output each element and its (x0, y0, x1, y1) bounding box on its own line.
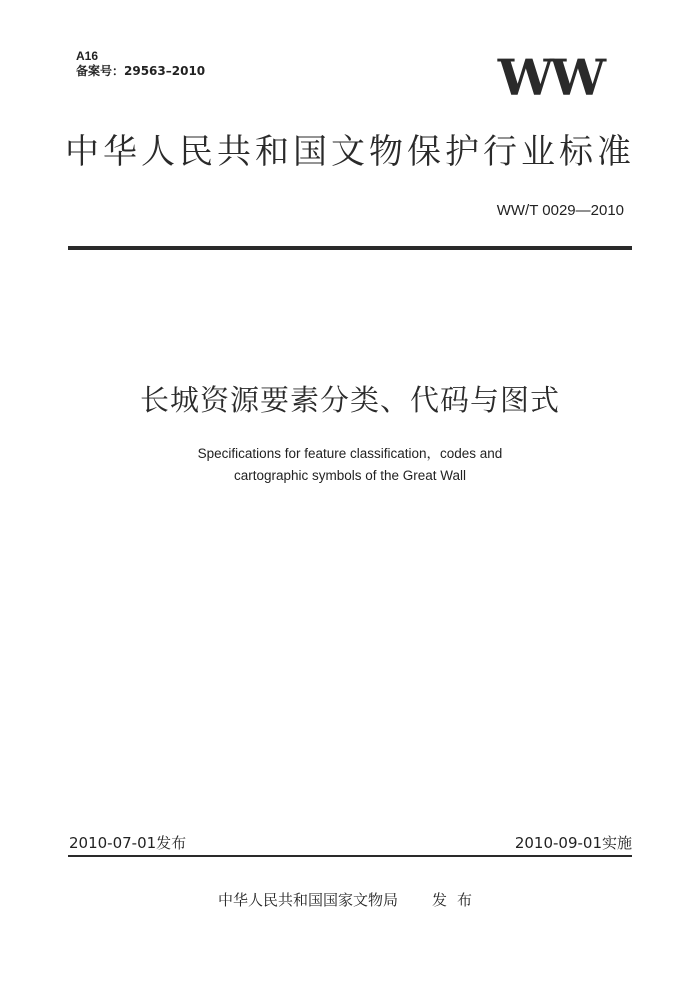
classification-code: A16 (76, 49, 99, 63)
top-divider (68, 246, 632, 250)
publish-action: 发布 (432, 891, 483, 909)
publisher-name: 中华人民共和国国家文物局 (217, 891, 398, 909)
publisher (0, 889, 700, 911)
bottom-divider (68, 855, 632, 857)
document-title-en (0, 443, 700, 487)
standard-category: 中华人民共和国文物保护行业标准 (65, 132, 635, 172)
issue-date: 2010-07-01发布 (69, 834, 187, 852)
document-title-cn: 长城资源要素分类、代码与图式 (139, 383, 560, 417)
record-number: 备案号：29563–2010 (76, 64, 206, 78)
ww-logo: WW (497, 48, 602, 107)
standard-code: WW/T 0029—2010 (496, 202, 624, 219)
implementation-date: 2010-09-01实施 (514, 834, 632, 852)
title-en-line-1: Specifications for feature classification，codes and (197, 446, 503, 461)
title-en-line-2: cartographic symbols of the Great Wall (233, 468, 467, 483)
